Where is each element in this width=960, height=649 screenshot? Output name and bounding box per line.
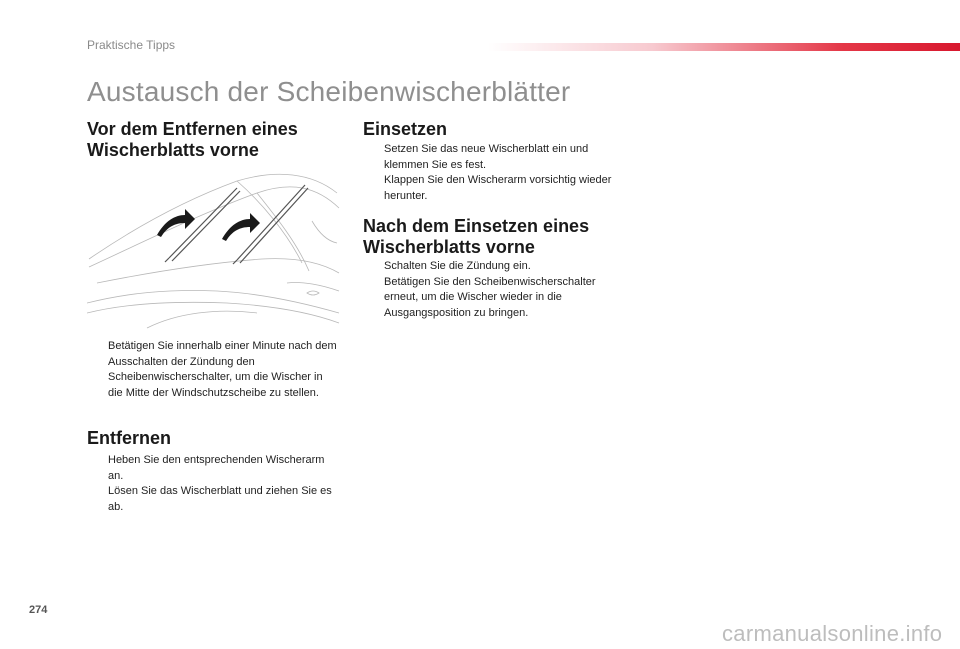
- step-text: Setzen Sie das neue Wischerblatt ein und klemmen Sie es fest.: [384, 143, 589, 171]
- header-accent-bar: [488, 43, 960, 51]
- insert-steps: [363, 142, 618, 204]
- wiper-arm-left: [165, 188, 240, 262]
- heading-line-2: Wischerblatts vorne: [363, 237, 535, 257]
- step-text: Betätigen Sie den Scheibenwischerschalter erneut, um die Wischer wieder in die Ausgangsposition zu bringen.: [384, 275, 596, 319]
- list-item: [363, 173, 618, 204]
- step-text: Betätigen Sie innerhalb einer Minute nach dem Ausschalten der Zündung den Scheibenwischerschalter, um die Wischer in die Mitte der Windschutzscheibe zu stellen.: [108, 340, 337, 399]
- heading-before-removal: [87, 119, 298, 161]
- heading-after-insert: [363, 216, 589, 258]
- list-item: [87, 339, 339, 401]
- heading-line-1: Vor dem Entfernen eines: [87, 119, 298, 139]
- pre-removal-steps: [87, 339, 339, 401]
- after-insert-steps: [363, 259, 621, 321]
- lift-arrow-icon: [157, 209, 260, 241]
- step-text: Schalten Sie die Zündung ein.: [384, 260, 531, 272]
- step-text: Klappen Sie den Wischerarm vorsichtig wieder herunter.: [384, 174, 612, 202]
- step-text: Heben Sie den entsprechenden Wischerarm an.: [108, 454, 325, 482]
- list-item: [87, 453, 339, 484]
- list-item: [363, 259, 621, 275]
- page-title: Austausch der Scheibenwischerblätter: [87, 76, 571, 107]
- step-text: Lösen Sie das Wischerblatt und ziehen Sie es ab.: [108, 485, 332, 513]
- list-item: [87, 484, 339, 515]
- remove-steps: [87, 453, 339, 515]
- heading-line-1: Nach dem Einsetzen eines: [363, 216, 590, 236]
- wiper-illustration: [87, 163, 340, 333]
- heading-line-2: Wischerblatts vorne: [87, 140, 259, 160]
- heading-insert: Einsetzen: [363, 119, 448, 139]
- list-item: [363, 275, 621, 322]
- list-item: [363, 142, 618, 173]
- section-label: Praktische Tipps: [87, 38, 176, 52]
- heading-remove: Entfernen: [87, 428, 172, 448]
- page-number: 274: [29, 604, 48, 616]
- watermark: carmanualsonline.info: [722, 621, 943, 646]
